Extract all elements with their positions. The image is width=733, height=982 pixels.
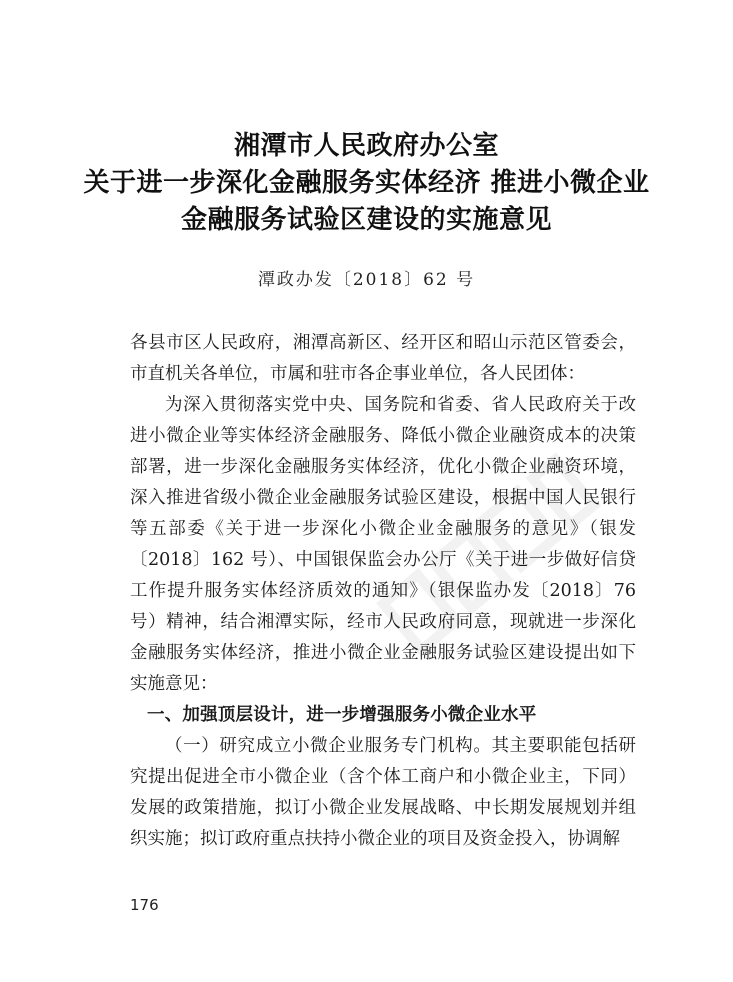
- document-body: [130, 328, 636, 855]
- document-number: 潭政办发〔2018〕62 号: [257, 270, 476, 290]
- document-title: [0, 128, 733, 239]
- addressee-paragraph: 各县市区人民政府，湘潭高新区、经开区和昭山示范区管委会，市直机关各单位，市属和驻市各企事业单位，各人民团体：: [130, 333, 636, 384]
- item-paragraph-1: （一）研究成立小微企业服务专门机构。其主要职能包括研究提出促进全市小微企业（含个体工商户和小微企业主，下同）发展的政策措施，拟订小微企业发展战略、中长期发展规划并组织实施；拟订政府重点扶持小微企业的项目及资金投入，协调解: [130, 736, 636, 849]
- title-line-2: 关于进一步深化金融服务实体经济 推进小微企业: [83, 168, 650, 198]
- intro-paragraph: 为深入贯彻落实党中央、国务院和省委、省人民政府关于改进小微企业等实体经济金融服务、降低小微企业融资成本的决策部署，进一步深化金融服务实体经济，优化小微企业融资环境，深入推进省级小微企业金融服务试验区建设，根据中国人民银行等五部委《关于进一步深化小微企业金融服务的意见》（银发〔2018〕162 号）、中国银保监会办公厅《关于进一步做好信贷工作提升服务实体经济质效的通知》（银保监办发〔2018〕76 号）精神，结合湘潭实际，经市人民政府同意，现就进一步深化金融服务实体经济，推进小微企业金融服务试验区建设提出如下实施意见：: [130, 395, 636, 694]
- page-number: 176: [130, 896, 159, 914]
- section-heading-1: 一、加强顶层设计，进一步增强服务小微企业水平: [147, 705, 537, 725]
- title-line-3: 金融服务试验区建设的实施意见: [180, 205, 552, 235]
- title-line-1: 湘潭市人民政府办公室: [233, 131, 499, 161]
